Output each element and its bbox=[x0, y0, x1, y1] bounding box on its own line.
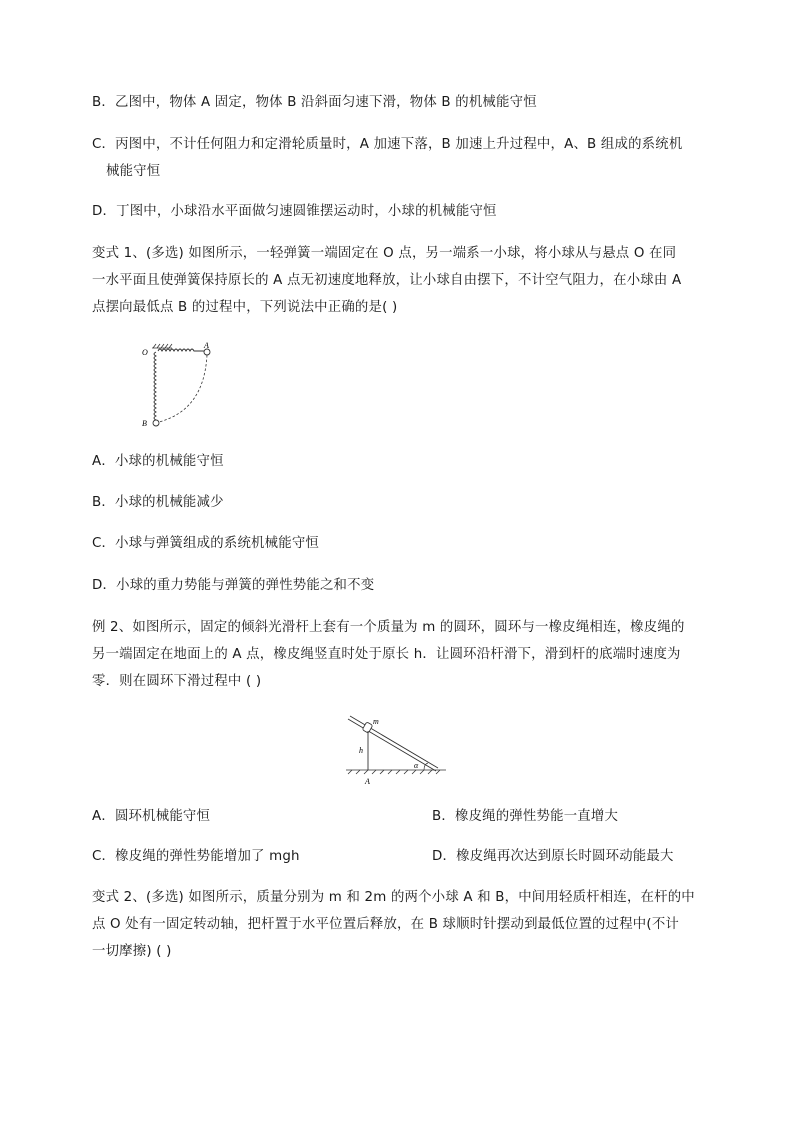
label-a: A bbox=[204, 341, 209, 350]
horizontal-spring bbox=[158, 349, 204, 351]
example2-stem-line1: 例 2、如图所示，固定的倾斜光滑杆上套有一个质量为 m 的圆环，圆环与一橡皮绳相连，橡皮绳的 bbox=[92, 620, 685, 635]
ceiling-support bbox=[152, 344, 172, 348]
example2-stem-line3: 零．则在圆环下滑过程中 ( ) bbox=[92, 674, 262, 689]
variant2-stem-line2: 点 O 处有一固定转动轴，把杆置于水平位置后释放，在 B 球顺时针摆动到最低位置的过程中(不计 bbox=[92, 917, 679, 932]
inclined-rod-figure bbox=[342, 710, 452, 790]
label-m: m bbox=[373, 717, 379, 726]
variant2-stem-line1: 变式 2、(多选) 如图所示，质量分别为 m 和 2m 的两个小球 A 和 B，中间用轻质杆相连，在杆的中 bbox=[92, 890, 695, 905]
ring bbox=[362, 722, 373, 733]
variant1-stem-line1: 变式 1、(多选) 如图所示，一轻弹簧一端固定在 O 点，另一端系一小球，将小球从与悬点 O 在同 bbox=[92, 246, 677, 261]
variant1-stem-line2: 一水平面且使弹簧保持原长的 A 点无初速度地释放，让小球自由摆下，不计空气阻力，在小球由 A bbox=[92, 273, 682, 288]
variant1-option-b: B．小球的机械能减少 bbox=[92, 495, 224, 510]
q1-option-b: B．乙图中，物体 A 固定，物体 B 沿斜面匀速下滑，物体 B 的机械能守恒 bbox=[92, 95, 537, 110]
example2-option-c: C．橡皮绳的弹性势能增加了 mgh bbox=[92, 849, 300, 864]
variant1-option-c: C．小球与弹簧组成的系统机械能守恒 bbox=[92, 536, 319, 551]
example2-stem-line2: 另一端固定在地面上的 A 点，橡皮绳竖直时处于原长 h．让圆环沿杆滑下，滑到杆的底端时速度为 bbox=[92, 647, 681, 662]
variant2-stem-line3: 一切摩擦) ( ) bbox=[92, 944, 172, 959]
variant1-stem-line3: 点摆向最低点 B 的过程中，下列说法中正确的是( ) bbox=[92, 300, 398, 315]
spring-pendulum-figure bbox=[138, 340, 218, 432]
variant1-option-a: A．小球的机械能守恒 bbox=[92, 454, 224, 469]
label-alpha: α bbox=[414, 761, 419, 770]
ball-b bbox=[153, 420, 159, 426]
q1-option-d: D．丁图中，小球沿水平面做匀速圆锥摆运动时，小球的机械能守恒 bbox=[92, 204, 497, 219]
ground bbox=[346, 770, 446, 774]
example2-option-b: B．橡皮绳的弹性势能一直增大 bbox=[432, 809, 619, 824]
label-o: O bbox=[142, 348, 148, 357]
trajectory-dashed bbox=[159, 355, 207, 422]
variant1-option-d: D．小球的重力势能与弹簧的弹性势能之和不变 bbox=[92, 578, 375, 593]
q1-option-c-line1: C．丙图中，不计任何阻力和定滑轮质量时，A 加速下落，B 加速上升过程中，A、B 组成的系统机 bbox=[92, 137, 683, 152]
label-a: A bbox=[365, 777, 370, 786]
inclined-rod-upper bbox=[350, 716, 438, 768]
example2-option-d: D．橡皮绳再次达到原长时圆环动能最大 bbox=[432, 849, 674, 864]
vertical-spring bbox=[154, 352, 156, 420]
label-h: h bbox=[359, 746, 363, 755]
example2-option-a: A．圆环机械能守恒 bbox=[92, 809, 211, 824]
label-b: B bbox=[142, 419, 147, 428]
q1-option-c-line2: 械能守恒 bbox=[106, 164, 161, 179]
inclined-rod-lower bbox=[348, 719, 436, 771]
